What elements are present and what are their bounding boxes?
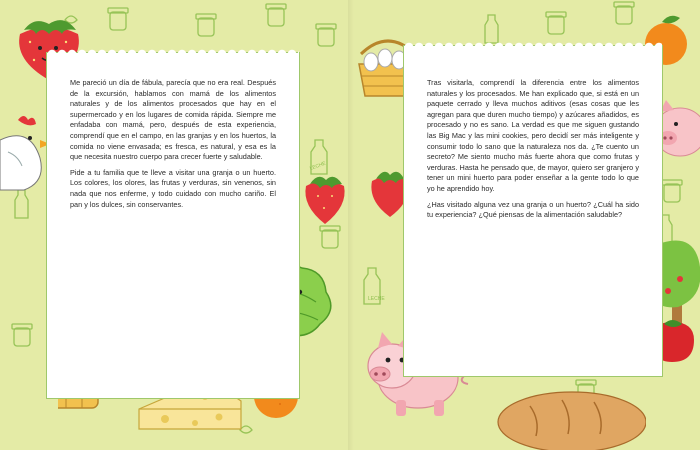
- paper-edge: [47, 48, 299, 54]
- jar-icon: [316, 24, 336, 46]
- milk-bottle-label: [366, 278, 400, 322]
- jar-icon: [12, 324, 32, 346]
- svg-text:LECHE: LECHE: [308, 160, 327, 172]
- jar-icon: [266, 4, 286, 26]
- paragraph: Me pareció un día de fábula, parecía que no era real. Después de la excursión, hablamos con mamá de los alimentos naturales y de los alimentos procesados que hay en el supermercado y en los lugares de comida rápida. Siempre me enfadaba con mamá, pero, después de esta experiencia, comprendí que en el campo, en las granjas y en los huertos, la comida no viene envasada; es fresca, es natural, y esa es la que necesita nuestro cuerpo para crecer fuerte y saludable.: [70, 78, 276, 162]
- jar-icon: [196, 14, 216, 36]
- hen-icon: [0, 112, 52, 192]
- paragraph: Pide a tu familia que te lleve a visitar una granja o un huerto. Los colores, los olores, las frutas y verduras, sin venenos, sin nada que nos enferme, y todo cuidado con mucho cariño. El pan y los dulces, sin conservantes.: [70, 167, 276, 209]
- jar-icon: [108, 8, 128, 30]
- right-page-text: [427, 78, 639, 226]
- jar-icon: [546, 12, 566, 34]
- bread-loaf-icon: [496, 378, 646, 450]
- milk-bottle-icon: [15, 190, 28, 218]
- paragraph: ¿Has visitado alguna vez una granja o un huerto? ¿Cuál ha sido tu experiencia? ¿Qué piensas de la alimentación saludable?: [427, 199, 639, 220]
- paper-edge: [404, 41, 662, 47]
- paragraph: Tras visitarla, comprendí la diferencia entre los alimentos naturales y los procesados. Me han explicado que, si está en un paquete cerrado y lleva muchos aditivos (esas cosas que les agregan para que duren mucho tiempo) y azúcares añadidos, es procesado y no es sano. La verdad es que me siguen gustando las Big Mac y las mini cookies, pero decidí ser más inteligente y consumir todo lo sano que la naturaleza nos da. ¿Te cuento un secreto? Me siento mucho más fuerte ahora que como frutas y verduras. Hasta he pensado que, de mayor, quiero ser granjero y tener un mini huerto para poder enseñar a la gente todo lo que yo he aprendido hoy.: [427, 78, 639, 193]
- milk-bottle-label: [306, 140, 340, 184]
- left-page-text: [70, 78, 276, 215]
- jar-icon: [662, 180, 682, 202]
- milk-bottle-icon: [485, 15, 498, 43]
- svg-text:LECHE: LECHE: [368, 296, 385, 302]
- jar-icon: [614, 2, 634, 24]
